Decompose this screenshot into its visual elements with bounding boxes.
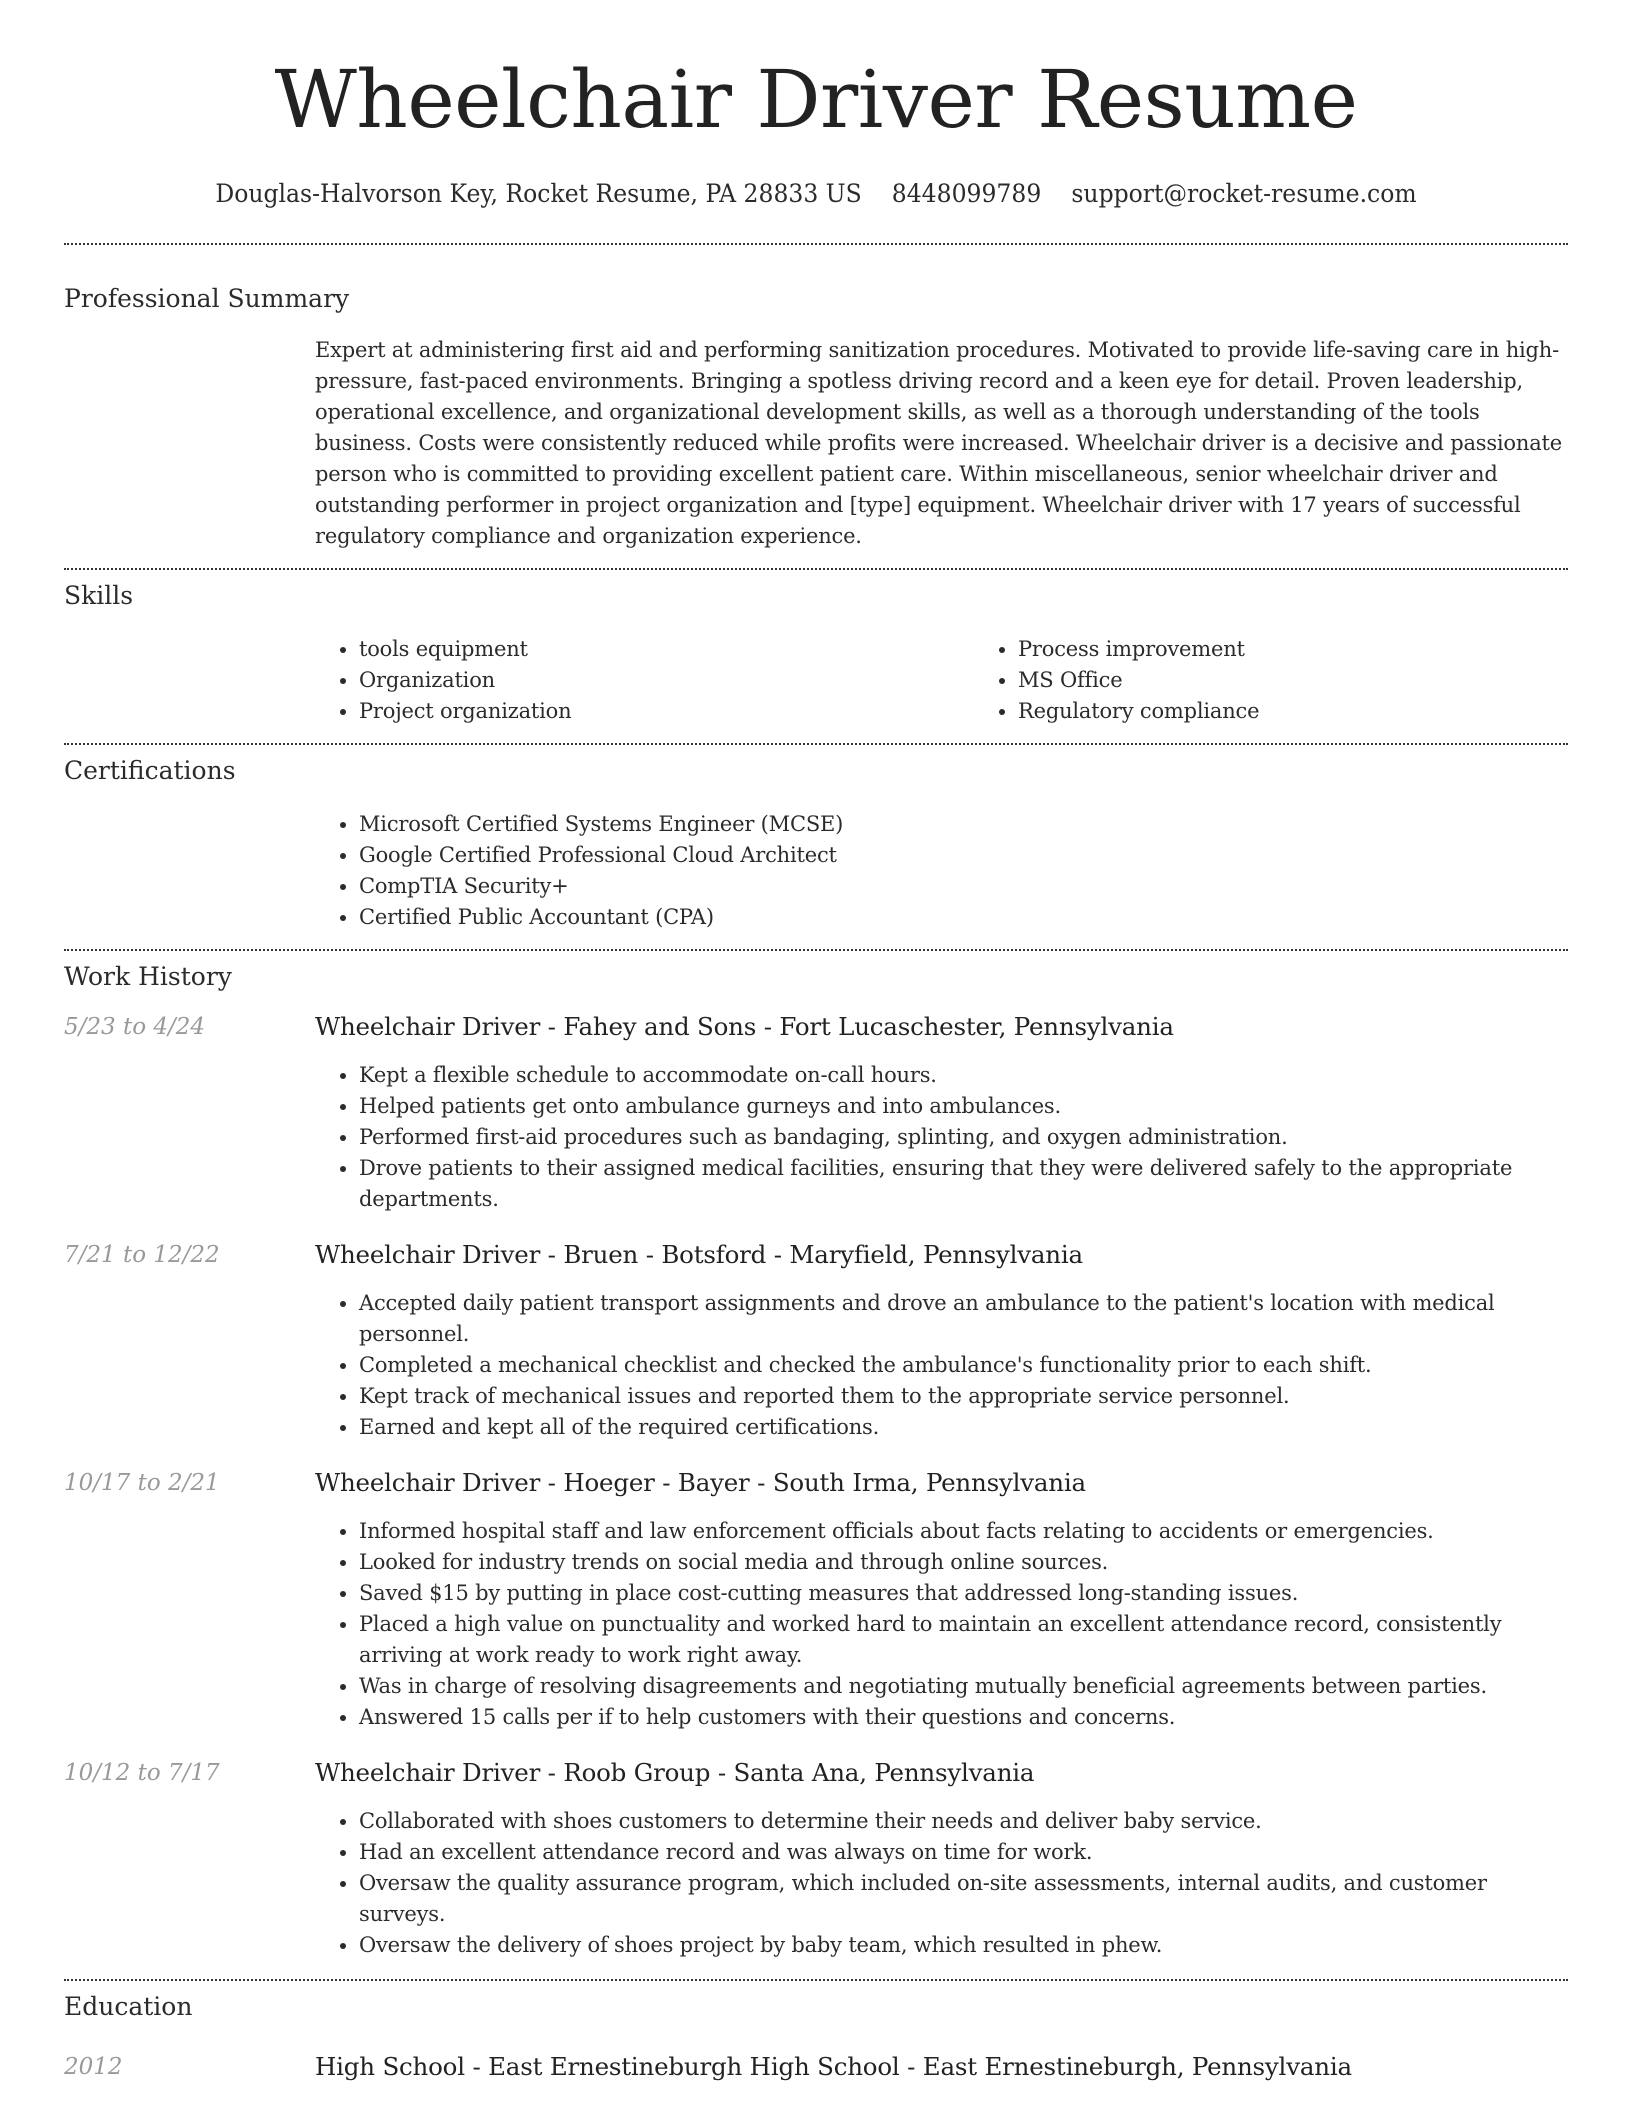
job-bullets	[315, 1060, 1568, 1215]
section-title-skills: Skills	[64, 581, 134, 610]
section-title-summary: Professional Summary	[64, 284, 350, 313]
job-title: Wheelchair Driver - Bruen - Botsford - Maryfield, Pennsylvania	[315, 1240, 1083, 1269]
skills-list-col1	[315, 634, 974, 727]
certification-item: • Google Certified Professional Cloud Architect	[359, 840, 1568, 871]
certifications-list	[315, 809, 1568, 933]
job-bullet: • Looked for industry trends on social media and through online sources.	[359, 1547, 1568, 1578]
job-bullet: • Earned and kept all of the required certifications.	[359, 1412, 1568, 1443]
job-bullet: • Kept a flexible schedule to accommodate on-call hours.	[359, 1060, 1568, 1091]
job-bullet: • Drove patients to their assigned medical facilities, ensuring that they were delivered safely to the appropriate departments.	[359, 1153, 1568, 1215]
certifications-section	[64, 745, 1568, 933]
section-title-education: Education	[64, 1992, 193, 2021]
education-year: 2012	[64, 2054, 123, 2080]
skill-item: • Process improvement	[1018, 634, 1632, 665]
job-title: Wheelchair Driver - Hoeger - Bayer - South Irma, Pennsylvania	[315, 1468, 1086, 1497]
skill-item: • tools equipment	[359, 634, 974, 665]
section-title-certifications: Certifications	[64, 756, 236, 785]
job-bullet: • Performed first-aid procedures such as bandaging, splinting, and oxygen administration.	[359, 1122, 1568, 1153]
job-bullet: • Informed hospital staff and law enforcement officials about facts relating to accidents or emergencies.	[359, 1516, 1568, 1547]
work-history-section	[64, 951, 1568, 1961]
job-bullet: • Had an excellent attendance record and was always on time for work.	[359, 1837, 1568, 1868]
job-entry	[64, 1757, 1568, 1961]
job-dates: 5/23 to 4/24	[64, 1014, 206, 1040]
contact-email: support@rocket-resume.com	[1071, 179, 1417, 208]
job-bullet: • Collaborated with shoes customers to determine their needs and deliver baby service.	[359, 1806, 1568, 1837]
job-bullet: • Oversaw the quality assurance program, which included on-site assessments, internal audits, and customer surveys.	[359, 1868, 1568, 1930]
skills-list-col2	[974, 634, 1632, 727]
resume-header	[64, 0, 1568, 210]
job-entry	[64, 1467, 1568, 1733]
job-title: Wheelchair Driver - Roob Group - Santa Ana, Pennsylvania	[315, 1758, 1035, 1787]
job-title: Wheelchair Driver - Fahey and Sons - Fort Lucaschester, Pennsylvania	[315, 1012, 1174, 1041]
certification-item: • CompTIA Security+	[359, 871, 1568, 902]
certification-item: • Microsoft Certified Systems Engineer (MCSE)	[359, 809, 1568, 840]
job-bullets	[315, 1806, 1568, 1961]
job-dates: 10/12 to 7/17	[64, 1760, 220, 1786]
certification-item: • Certified Public Accountant (CPA)	[359, 902, 1568, 933]
summary-text: Expert at administering first aid and performing sanitization procedures. Motivated to provide life-saving care in high-pressure, fast-paced environments. Bringing a spotless driving record and a keen eye for detail. Proven leadership, operational excellence, and organizational development skills, as well as a thorough understanding of the tools business. Costs were consistently reduced while profits were increased. Wheelchair driver is a decisive and passionate person who is committed to providing excellent patient care. Within miscellaneous, senior wheelchair driver and outstanding performer in project organization and [type] equipment. Wheelchair driver with 17 years of successful regulatory compliance and organization experience.	[315, 338, 1562, 548]
job-bullets	[315, 1288, 1568, 1443]
job-bullet: • Answered 15 calls per if to help customers with their questions and concerns.	[359, 1702, 1568, 1733]
job-bullet: • Completed a mechanical checklist and checked the ambulance's functionality prior to each shift.	[359, 1350, 1568, 1381]
contact-address: Douglas-Halvorson Key, Rocket Resume, PA 28833 US	[215, 179, 862, 208]
contact-phone: 8448099789	[891, 179, 1042, 208]
job-bullet: • Accepted daily patient transport assignments and drove an ambulance to the patient's location with medical personnel.	[359, 1288, 1568, 1350]
skill-item: • Organization	[359, 665, 974, 696]
job-dates: 7/21 to 12/22	[64, 1242, 220, 1268]
skills-section	[64, 570, 1568, 727]
job-bullet: • Was in charge of resolving disagreements and negotiating mutually beneficial agreements between parties.	[359, 1671, 1568, 1702]
education-section	[64, 1981, 1568, 2083]
job-bullet: • Placed a high value on punctuality and worked hard to maintain an excellent attendance record, consistently arriving at work ready to work right away.	[359, 1609, 1568, 1671]
job-bullet: • Helped patients get onto ambulance gurneys and into ambulances.	[359, 1091, 1568, 1122]
job-dates: 10/17 to 2/21	[64, 1470, 220, 1496]
job-bullet: • Oversaw the delivery of shoes project by baby team, which resulted in phew.	[359, 1930, 1568, 1961]
education-entry	[64, 2051, 1568, 2083]
education-title: High School - East Ernestineburgh High School - East Ernestineburgh, Pennsylvania	[315, 2052, 1352, 2081]
section-title-work-history: Work History	[64, 962, 232, 991]
skill-item: • Regulatory compliance	[1018, 696, 1632, 727]
contact-line	[109, 178, 1523, 210]
job-bullet: • Kept track of mechanical issues and reported them to the appropriate service personnel.	[359, 1381, 1568, 1412]
resume-title: Wheelchair Driver Resume	[274, 53, 1358, 146]
job-bullets	[315, 1516, 1568, 1733]
summary-section	[64, 245, 1568, 552]
job-bullet: • Saved $15 by putting in place cost-cutting measures that addressed long-standing issues.	[359, 1578, 1568, 1609]
skill-item: • MS Office	[1018, 665, 1632, 696]
job-entry	[64, 1011, 1568, 1215]
skill-item: • Project organization	[359, 696, 974, 727]
job-entry	[64, 1239, 1568, 1443]
